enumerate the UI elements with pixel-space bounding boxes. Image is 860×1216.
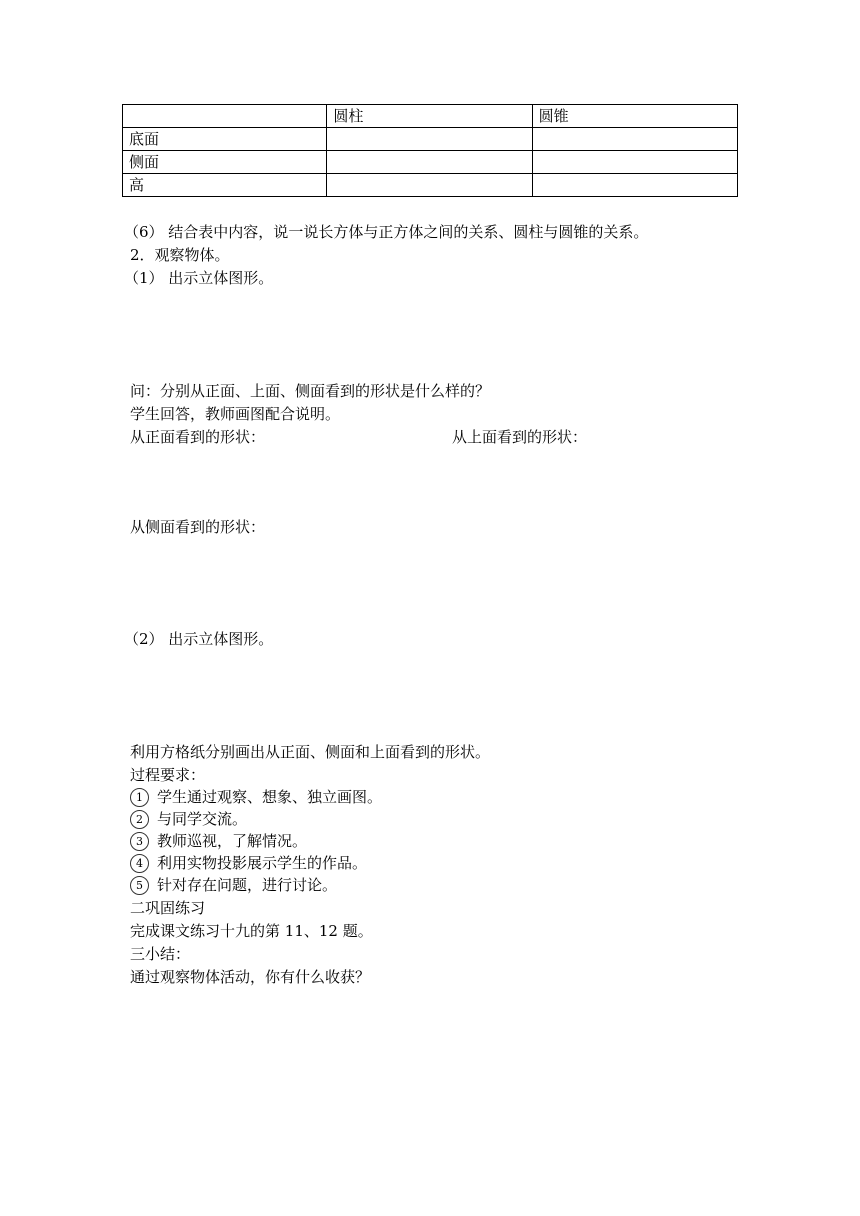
top-view-label: 从上面看到的形状： — [452, 428, 588, 446]
subsection-2: （2） 出示立体图形。 — [124, 630, 274, 648]
step-text: 利用实物投影展示学生的作品。 — [157, 854, 368, 872]
table-cell — [327, 151, 532, 174]
table-row — [123, 174, 738, 197]
section-summary-heading: 三小结： — [130, 945, 191, 963]
row-label: 侧面 — [123, 151, 327, 174]
step-text: 教师巡视，了解情况。 — [157, 832, 308, 850]
step-item — [130, 808, 247, 830]
table-header-cell: 圆柱 — [327, 105, 532, 128]
step-item — [130, 852, 367, 874]
row-label: 底面 — [123, 128, 327, 151]
step-item — [130, 786, 382, 808]
front-view-label: 从正面看到的形状： — [130, 428, 266, 446]
table-header-cell: 圆锥 — [532, 105, 737, 128]
step-item — [130, 830, 307, 852]
drawing-instruction: 利用方格纸分别画出从正面、侧面和上面看到的形状。 — [130, 743, 491, 761]
step-text: 针对存在问题，进行讨论。 — [157, 876, 338, 894]
table-header-cell — [123, 105, 327, 128]
table-row — [123, 128, 738, 151]
table-header-row — [123, 105, 738, 128]
table-cell — [532, 151, 737, 174]
section-practice-heading: 二巩固练习 — [130, 899, 206, 917]
comparison-table — [122, 104, 738, 197]
process-heading: 过程要求： — [130, 766, 206, 784]
step-item — [130, 874, 337, 896]
question-6: （6） 结合表中内容，说一说长方体与正方体之间的关系、圆柱与圆锥的关系。 — [124, 223, 649, 241]
side-view-label: 从侧面看到的形状： — [130, 518, 266, 536]
table-row — [123, 151, 738, 174]
summary-question: 通过观察物体活动，你有什么收获？ — [130, 968, 371, 986]
circled-number: 4 — [130, 854, 149, 873]
question-views: 问：分别从正面、上面、侧面看到的形状是什么样的？ — [130, 382, 491, 400]
circled-number: 2 — [130, 810, 149, 829]
step-text: 学生通过观察、想象、独立画图。 — [157, 788, 383, 806]
circled-number: 3 — [130, 832, 149, 851]
table-cell — [532, 174, 737, 197]
student-answer: 学生回答，教师画图配合说明。 — [130, 405, 341, 423]
row-label: 高 — [123, 174, 327, 197]
step-text: 与同学交流。 — [157, 810, 248, 828]
subsection-1: （1） 出示立体图形。 — [124, 269, 274, 287]
circled-number: 5 — [130, 876, 149, 895]
table-cell — [327, 128, 532, 151]
table-cell — [327, 174, 532, 197]
circled-number: 1 — [130, 788, 149, 807]
table-cell — [532, 128, 737, 151]
section-2-heading: 2．观察物体。 — [130, 246, 230, 264]
exercise-line: 完成课文练习十九的第 11、12 题。 — [130, 922, 373, 940]
